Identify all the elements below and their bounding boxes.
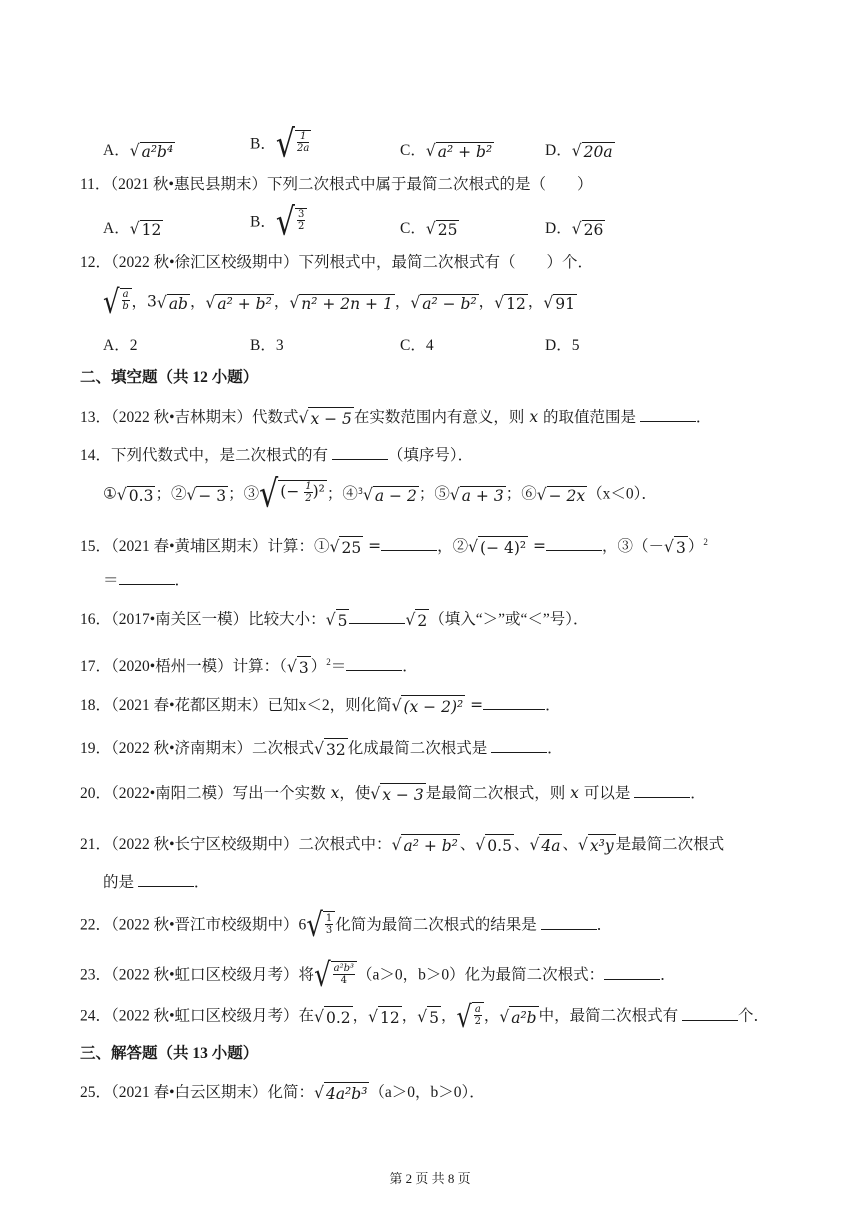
q21: 21．（2022 秋•长宁区校级期中）二次根式中： √ a² + b² 、 √ 0.5 、 √ 4a 、 √ x³y 是最简二次根式 [80, 835, 725, 855]
q11-text: 11．（2021 秋•惠民县期末）下列二次根式中属于最简二次根式的是（ ） [80, 176, 593, 193]
q13-blank [640, 407, 696, 422]
q20: 20．（2022•南阳二模）写出一个实数 x，使 √ x − 3 是最简二次根式，则 x 可以是 ． [80, 784, 706, 804]
q19: 19．（2022 秋•济南期末）二次根式 √ 32 化成最简二次根式是 ． [80, 739, 563, 759]
q14-expressions: ① √ 0.3 ；② √ − 3 ；③ √ (− $\frac{1}{2}$ )² ；④ $^3$√ a − 2 ；⑤ √ a + 3 ；⑥ √ − 2x （x＜0）． [103, 472, 657, 517]
q11-option-c: C． √ 25 [400, 219, 458, 239]
q16: 16．（2017•南关区一模）比较大小： √ 5 √ 2 （填入“＞”或“＜”号）． [80, 610, 589, 630]
page-footer: 第 2 页 共 8 页 [389, 1171, 471, 1186]
q12-option-d: D．5 [545, 337, 580, 354]
q10-option-a: A． √ a²b⁴ [103, 141, 174, 161]
q11-option-b: B． √ $\frac{3}{2}$ [250, 208, 307, 238]
q15: 15．（2021 春•黄埔区期末）计算：① √ 25 = ，② √ (− 4)² = ，③（－ √ 3 ）$^2$ [80, 537, 708, 558]
q11-option-d: D． √ 26 [545, 219, 604, 239]
q23: 23．（2022 秋•虹口区校级月考）将 √ $\frac{\text{a²b³}}{4}$ （a＞0，b＞0）化为最简二次根式： ． [80, 957, 676, 995]
q15-line2: ＝ ． [103, 572, 191, 589]
q14: 14．下列代数式中，是二次根式的有 （填序号）． [80, 447, 474, 464]
q11-option-a: A． √ 12 [103, 219, 162, 239]
q12-text: 12．（2022 秋•徐汇区校级期中）下列根式中，最简二次根式有（ ）个． [80, 254, 594, 271]
q10-option-c: C． √ a² + b² [400, 141, 493, 161]
q17: 17．（2020•梧州一模）计算：（ √ 3 ）$^2$＝ ． [80, 657, 418, 678]
q12-option-b: B．3 [250, 337, 284, 354]
q12-option-c: C．4 [400, 337, 434, 354]
section-answer-title: 三、解答题（共 13 小题） [80, 1045, 259, 1062]
q22: 22．（2022 秋•晋江市校级期中）6 √ $\frac{1}{3}$ 化简为最简二次根式的结果是 ． [80, 907, 613, 945]
q24: 24．（2022 秋•虹口区校级月考）在 √ 0.2 ， √ 12 ， √ 5 ， √ $\frac{a}{2}$ ， √ a²b 中，最简二次根式有 个． [80, 999, 770, 1035]
q12-option-a: A．2 [103, 337, 138, 354]
q14-blank [332, 445, 388, 460]
q12-radicals: √ $\frac{a}{b}$ ，3 √ ab ， √ a² + b² ， √ n² + 2n + 1 ， √ a² − b² ， √ 12 ， √ 91 [103, 284, 575, 322]
q10-option-b: B． √ $\frac{1}{2a}$ [250, 122, 310, 167]
q10-option-d: D． √ 20a [545, 141, 613, 161]
q13: 13．（2022 秋•吉林期末）代数式 √ x − 5 在实数范围内有意义，则 x 的取值范围是 ． [80, 408, 712, 428]
q25: 25．（2021 春•白云区期末）化简： √ 4a²b³ （a＞0，b＞0）． [80, 1083, 485, 1103]
q21-line2: 的是 ． [103, 874, 210, 891]
section-fill-in-title: 二、填空题（共 12 小题） [80, 369, 259, 386]
q18: 18．（2021 春•花都区期末）已知x＜2，则化简 √ (x − 2)² = ． [80, 696, 561, 716]
